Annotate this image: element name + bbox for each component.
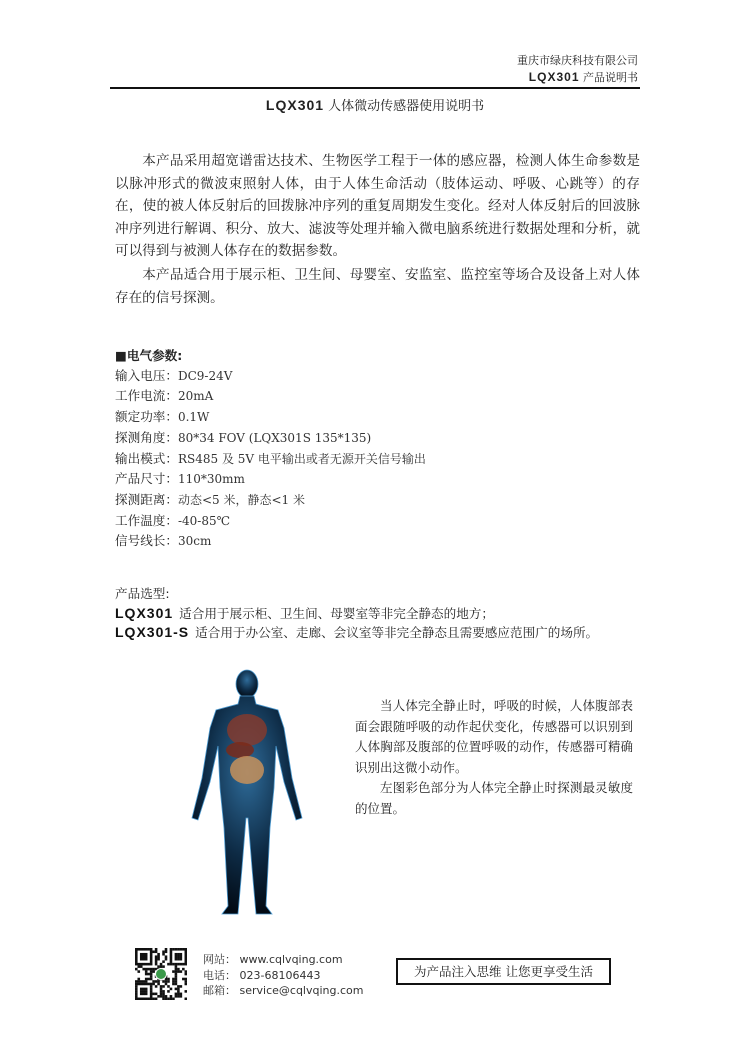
param-row [115,366,426,387]
param-row [115,531,426,552]
side-paragraph: 当人体完全静止时，呼吸的时候，人体腹部表面会跟随呼吸的动作起伏变化，传感器可以识别到人体胸部及腹部的位置呼吸的动作，传感器可精确识别出这微小动作。 [355,698,633,775]
param-row [115,511,426,532]
selection-item [115,604,598,624]
params-heading: ■电气参数: [115,348,183,363]
page-title [110,95,640,114]
model-name: LQX301 [115,604,174,621]
intro-paragraph: 本产品采用超宽谱雷达技术、生物医学工程于一体的感应器，检测人体生命参数是以脉冲形式的微波束照射人体，由于人体生命活动（肢体运动、呼吸、心跳等）的存在，使的被人体反射后的回拨脉冲序列的重复周期发生变化。经对人体反射后的回波脉冲序列进行解调、积分、放大、滤波等处理并输入微电脑系统进行数据处理和分析，就可以得到与被测人体存在的数据参数。 [115,153,640,259]
selection-item [115,623,598,643]
slogan-box: 为产品注入思维 让您更享受生活 [396,958,611,985]
header-doc: 产品说明书 [583,71,638,84]
title-text: 人体微动传感器使用说明书 [328,99,485,114]
phone-text: 电话： 023-68106443 [203,968,321,982]
param-row [115,428,426,449]
param-label: 产品尺寸： [115,471,178,487]
param-value: 20mA [177,389,214,404]
qr-code-image [135,948,187,1000]
param-value: DC9-24V [177,368,233,383]
param-label: 信号线长： [115,533,178,549]
human-body-image [180,668,315,920]
param-label: 探测距离： [115,491,178,507]
param-label: 输出模式： [115,450,178,466]
header-model: LQX301 [528,70,580,84]
param-value: RS485 及 5V 电平输出或者无源开关信号输出 [177,451,426,466]
selection-heading: 产品选型: [115,586,170,601]
side-paragraph: 左图彩色部分为人体完全静止时探测最灵敏度的位置。 [355,780,633,816]
title-model: LQX301 [265,97,325,113]
param-value: 80*34 FOV (LQX301S 135*135) [177,430,372,445]
param-row [115,386,426,407]
intestines [230,756,264,784]
param-row [115,407,426,428]
model-desc: 适合用于展示柜、卫生间、母婴室等非完全静态的地方； [179,605,494,621]
product-selection [115,584,598,643]
param-label: 工作电流： [115,388,178,404]
param-row [115,449,426,470]
param-value: 30cm [177,534,212,549]
website-link[interactable]: 网站： www.cqlvqing.com [203,953,343,966]
param-label: 探测角度： [115,429,178,445]
param-value: -40-85℃ [177,513,231,528]
company-name: 重庆市绿庆科技有限公司 [517,54,638,67]
header-rule [110,87,640,89]
param-label: 额定功率： [115,409,178,425]
param-value: 110*30mm [177,472,245,487]
breathing-description [355,696,633,819]
param-value: 动态<5 米，静态<1 米 [177,492,305,507]
param-row [115,469,426,490]
param-label: 工作温度： [115,512,178,528]
doc-header [529,69,638,85]
model-desc: 适合用于办公室、走廊、会议室等非完全静态且需要感应范围广的场所。 [195,625,599,641]
lungs [227,714,267,746]
email-link[interactable]: 邮箱： service@cqlvqing.com [203,984,364,997]
liver [226,742,254,758]
param-value: 0.1W [177,410,210,425]
electrical-params [115,346,426,552]
usage-paragraph: 本产品适合用于展示柜、卫生间、母婴室、安监室、监控室等场合及设备上对人体存在的信号探测。 [115,267,640,306]
model-name: LQX301-S [115,624,190,641]
contact-info [203,952,363,999]
param-row [115,490,426,511]
param-label: 输入电压： [115,367,178,383]
